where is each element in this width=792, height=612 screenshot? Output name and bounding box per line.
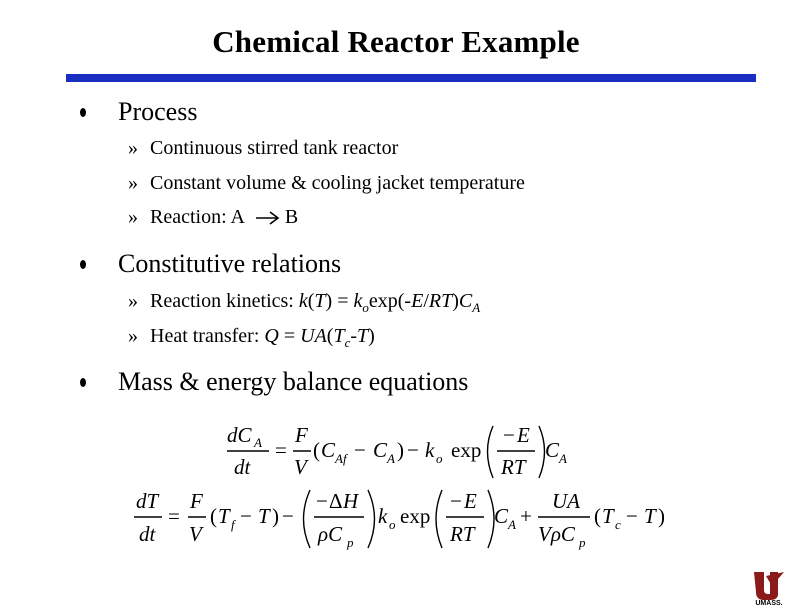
kinetics-formula: $k(T) = k_o\exp(-E/RT)C_A$ (298, 290, 481, 315)
bullet-process-label: Process (118, 97, 198, 126)
sub-bullet-text: Reaction kinetics: (150, 290, 299, 312)
svg-text:dC: dC (227, 423, 252, 447)
svg-text:−: − (282, 504, 294, 528)
svg-text:(: ( (313, 438, 320, 462)
mass-balance-equation (225, 420, 585, 482)
svg-text:−: − (316, 489, 328, 513)
svg-text:): ) (397, 438, 404, 462)
sub-bullet-text: Constant volume & cooling jacket temperature (150, 172, 525, 194)
slide-title: Chemical Reactor Example (212, 24, 580, 59)
svg-text:p: p (347, 535, 354, 550)
svg-text:exp: exp (400, 504, 431, 528)
svg-text:T: T (644, 504, 656, 528)
sub-bullet-marker: » (128, 206, 138, 228)
right-arrow-icon (255, 211, 281, 225)
svg-text:−: − (503, 423, 515, 447)
svg-text:o: o (436, 451, 443, 466)
svg-text:A: A (387, 451, 395, 466)
svg-text:(: ( (210, 504, 217, 528)
svg-text:RT: RT (501, 455, 526, 479)
svg-text:T: T (218, 504, 230, 528)
svg-text:V: V (294, 455, 307, 479)
svg-text:A: A (508, 517, 516, 532)
svg-text:o: o (389, 517, 396, 532)
svg-text:−: − (354, 438, 366, 462)
svg-text:=: = (275, 438, 287, 462)
svg-text:VρC: VρC (538, 522, 575, 546)
svg-text:T: T (258, 504, 270, 528)
svg-text:): ) (272, 504, 279, 528)
sub-bullet-marker: » (128, 137, 138, 159)
sub-bullet-marker: » (128, 172, 138, 194)
umass-logo (752, 570, 786, 606)
bullet-dot-icon (80, 108, 86, 117)
svg-text:E: E (517, 423, 530, 447)
sub-bullet-reaction (128, 205, 298, 229)
svg-text:−: − (626, 504, 638, 528)
svg-text:−: − (407, 438, 419, 462)
sub-bullet-marker: » (128, 325, 138, 347)
sub-bullet-text: Heat transfer: (150, 325, 265, 347)
sub-bullet-heat (128, 324, 375, 355)
svg-text:exp: exp (451, 438, 482, 462)
heat-transfer-formula: $Q = UA(T_c-T)$ (264, 325, 375, 350)
energy-balance-equation (132, 486, 672, 552)
svg-text:T: T (602, 504, 614, 528)
sub-bullet-volume (128, 171, 525, 195)
svg-text:C: C (373, 438, 388, 462)
svg-text:E: E (464, 489, 477, 513)
svg-text:−: − (240, 504, 252, 528)
svg-text:ρC: ρC (318, 522, 343, 546)
sub-bullet-cstr (128, 136, 398, 160)
svg-text:(: ( (594, 504, 601, 528)
bullet-balances-label: Mass & energy balance equations (118, 367, 469, 396)
svg-text:H: H (343, 489, 359, 513)
svg-text:F: F (295, 423, 308, 447)
svg-text:f: f (231, 517, 235, 532)
svg-text:C: C (545, 438, 560, 462)
svg-text:dt: dt (234, 455, 251, 479)
svg-text:F: F (190, 489, 203, 513)
svg-text:Af: Af (335, 451, 347, 466)
svg-text:c: c (615, 517, 621, 532)
sub-bullet-kinetics (128, 289, 480, 320)
svg-text:C: C (321, 438, 336, 462)
svg-text:): ) (658, 504, 665, 528)
svg-text:RT: RT (450, 522, 475, 546)
svg-text:A: A (559, 451, 567, 466)
title-rule (66, 74, 756, 82)
svg-text:Δ: Δ (329, 489, 343, 513)
svg-text:+: + (520, 504, 532, 528)
svg-text:k: k (425, 438, 435, 462)
logo-text: UMASS. (755, 600, 783, 606)
svg-text:V: V (189, 522, 202, 546)
bullet-constitutive-label: Constitutive relations (118, 249, 342, 278)
svg-text:dt: dt (139, 522, 156, 546)
svg-text:A: A (254, 435, 262, 450)
svg-text:dT: dT (136, 489, 159, 513)
svg-text:C: C (494, 504, 509, 528)
bullet-dot-icon (80, 260, 86, 269)
sub-bullet-marker: » (128, 290, 138, 312)
reaction-product: B (284, 206, 299, 228)
sub-bullet-text: Reaction: A (150, 206, 244, 228)
svg-text:−: − (450, 489, 462, 513)
svg-text:k: k (378, 504, 388, 528)
svg-text:UA: UA (552, 489, 580, 513)
sub-bullet-text: Continuous stirred tank reactor (150, 137, 399, 159)
svg-text:=: = (168, 504, 180, 528)
bullet-dot-icon (80, 378, 86, 387)
svg-text:p: p (579, 535, 586, 550)
